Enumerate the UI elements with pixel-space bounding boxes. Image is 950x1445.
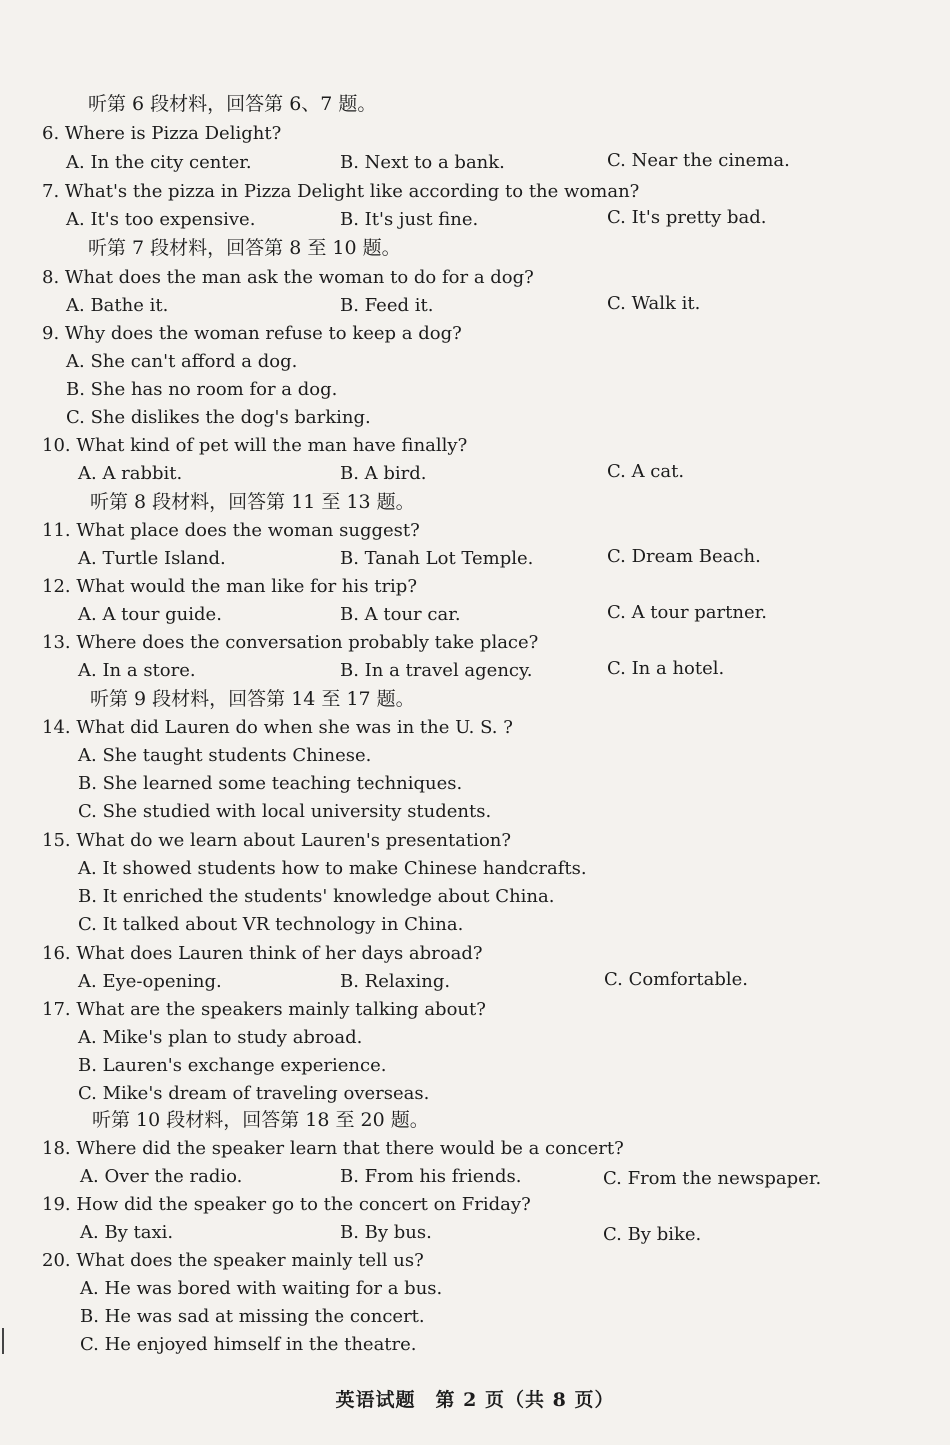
option-c: C. A cat. <box>607 461 685 482</box>
option-c: C. She studied with local university students. <box>78 801 492 822</box>
option-c: C. It talked about VR technology in China. <box>78 914 464 935</box>
option-b: B. She has no room for a dog. <box>66 379 338 400</box>
question-stem: 16. What does Lauren think of her days abroad? <box>42 943 483 964</box>
option-a: A. He was bored with waiting for a bus. <box>80 1278 443 1299</box>
option-b: B. Feed it. <box>340 295 434 316</box>
question-stem: 10. What kind of pet will the man have finally? <box>42 435 468 456</box>
option-c: C. By bike. <box>603 1224 702 1245</box>
question-stem: 11. What place does the woman suggest? <box>42 520 420 541</box>
question-stem: 12. What would the man like for his trip? <box>42 576 417 597</box>
question-stem: 6. Where is Pizza Delight? <box>42 123 282 144</box>
option-b: B. It's just fine. <box>340 209 479 230</box>
option-b: B. She learned some teaching techniques. <box>78 773 463 794</box>
question-stem: 7. What's the pizza in Pizza Delight like according to the woman? <box>42 181 640 202</box>
question-stem: 15. What do we learn about Lauren's presentation? <box>42 830 512 851</box>
section-heading: 听第 8 段材料，回答第 11 至 13 题。 <box>90 491 415 513</box>
option-a: A. A rabbit. <box>78 463 183 484</box>
question-stem: 19. How did the speaker go to the concert on Friday? <box>42 1194 531 1215</box>
option-a: A. By taxi. <box>80 1222 174 1243</box>
section-heading: 听第 7 段材料，回答第 8 至 10 题。 <box>88 237 401 259</box>
option-b: B. He was sad at missing the concert. <box>80 1306 425 1327</box>
option-c: C. Comfortable. <box>604 969 748 990</box>
option-a: A. It's too expensive. <box>66 209 256 230</box>
option-a: A. A tour guide. <box>78 604 222 625</box>
question-stem: 8. What does the man ask the woman to do for a dog? <box>42 267 534 288</box>
option-b: B. Next to a bank. <box>340 152 505 173</box>
option-b: B. In a travel agency. <box>340 660 533 681</box>
option-a: A. Mike's plan to study abroad. <box>78 1027 363 1048</box>
option-a: A. She can't afford a dog. <box>66 351 298 372</box>
question-stem: 14. What did Lauren do when she was in the U. S. ? <box>42 717 513 738</box>
option-b: B. From his friends. <box>340 1166 522 1187</box>
option-a: A. It showed students how to make Chinese handcrafts. <box>78 858 587 879</box>
scan-edge-mark <box>2 1328 4 1354</box>
option-a: A. Turtle Island. <box>78 548 226 569</box>
question-stem: 20. What does the speaker mainly tell us? <box>42 1250 424 1271</box>
option-b: B. A tour car. <box>340 604 461 625</box>
question-stem: 13. Where does the conversation probably take place? <box>42 632 539 653</box>
option-b: B. Lauren's exchange experience. <box>78 1055 387 1076</box>
option-b: B. By bus. <box>340 1222 432 1243</box>
option-a: A. Over the radio. <box>80 1166 243 1187</box>
option-c: C. Near the cinema. <box>607 150 790 171</box>
option-a: A. In a store. <box>78 660 196 681</box>
question-stem: 17. What are the speakers mainly talking about? <box>42 999 486 1020</box>
option-c: C. He enjoyed himself in the theatre. <box>80 1334 417 1355</box>
option-b: B. Tanah Lot Temple. <box>340 548 534 569</box>
option-c: C. She dislikes the dog's barking. <box>66 407 371 428</box>
option-c: C. From the newspaper. <box>603 1168 822 1189</box>
question-stem: 9. Why does the woman refuse to keep a dog? <box>42 323 462 344</box>
option-c: C. Dream Beach. <box>607 546 761 567</box>
option-c: C. Mike's dream of traveling overseas. <box>78 1083 430 1104</box>
section-heading: 听第 9 段材料，回答第 14 至 17 题。 <box>90 688 415 710</box>
option-c: C. In a hotel. <box>607 658 725 679</box>
option-c: C. It's pretty bad. <box>607 207 767 228</box>
option-b: B. Relaxing. <box>340 971 451 992</box>
page-footer: 英语试题 第 2 页（共 8 页） <box>335 1389 615 1411</box>
option-c: C. Walk it. <box>607 293 701 314</box>
option-a: A. She taught students Chinese. <box>78 745 372 766</box>
option-a: A. In the city center. <box>66 152 252 173</box>
question-stem: 18. Where did the speaker learn that there would be a concert? <box>42 1138 624 1159</box>
option-c: C. A tour partner. <box>607 602 767 623</box>
section-heading: 听第 10 段材料，回答第 18 至 20 题。 <box>92 1109 429 1131</box>
option-b: B. A bird. <box>340 463 427 484</box>
option-a: A. Bathe it. <box>66 295 169 316</box>
section-heading: 听第 6 段材料，回答第 6、7 题。 <box>88 93 377 115</box>
option-b: B. It enriched the students' knowledge about China. <box>78 886 555 907</box>
option-a: A. Eye-opening. <box>78 971 222 992</box>
